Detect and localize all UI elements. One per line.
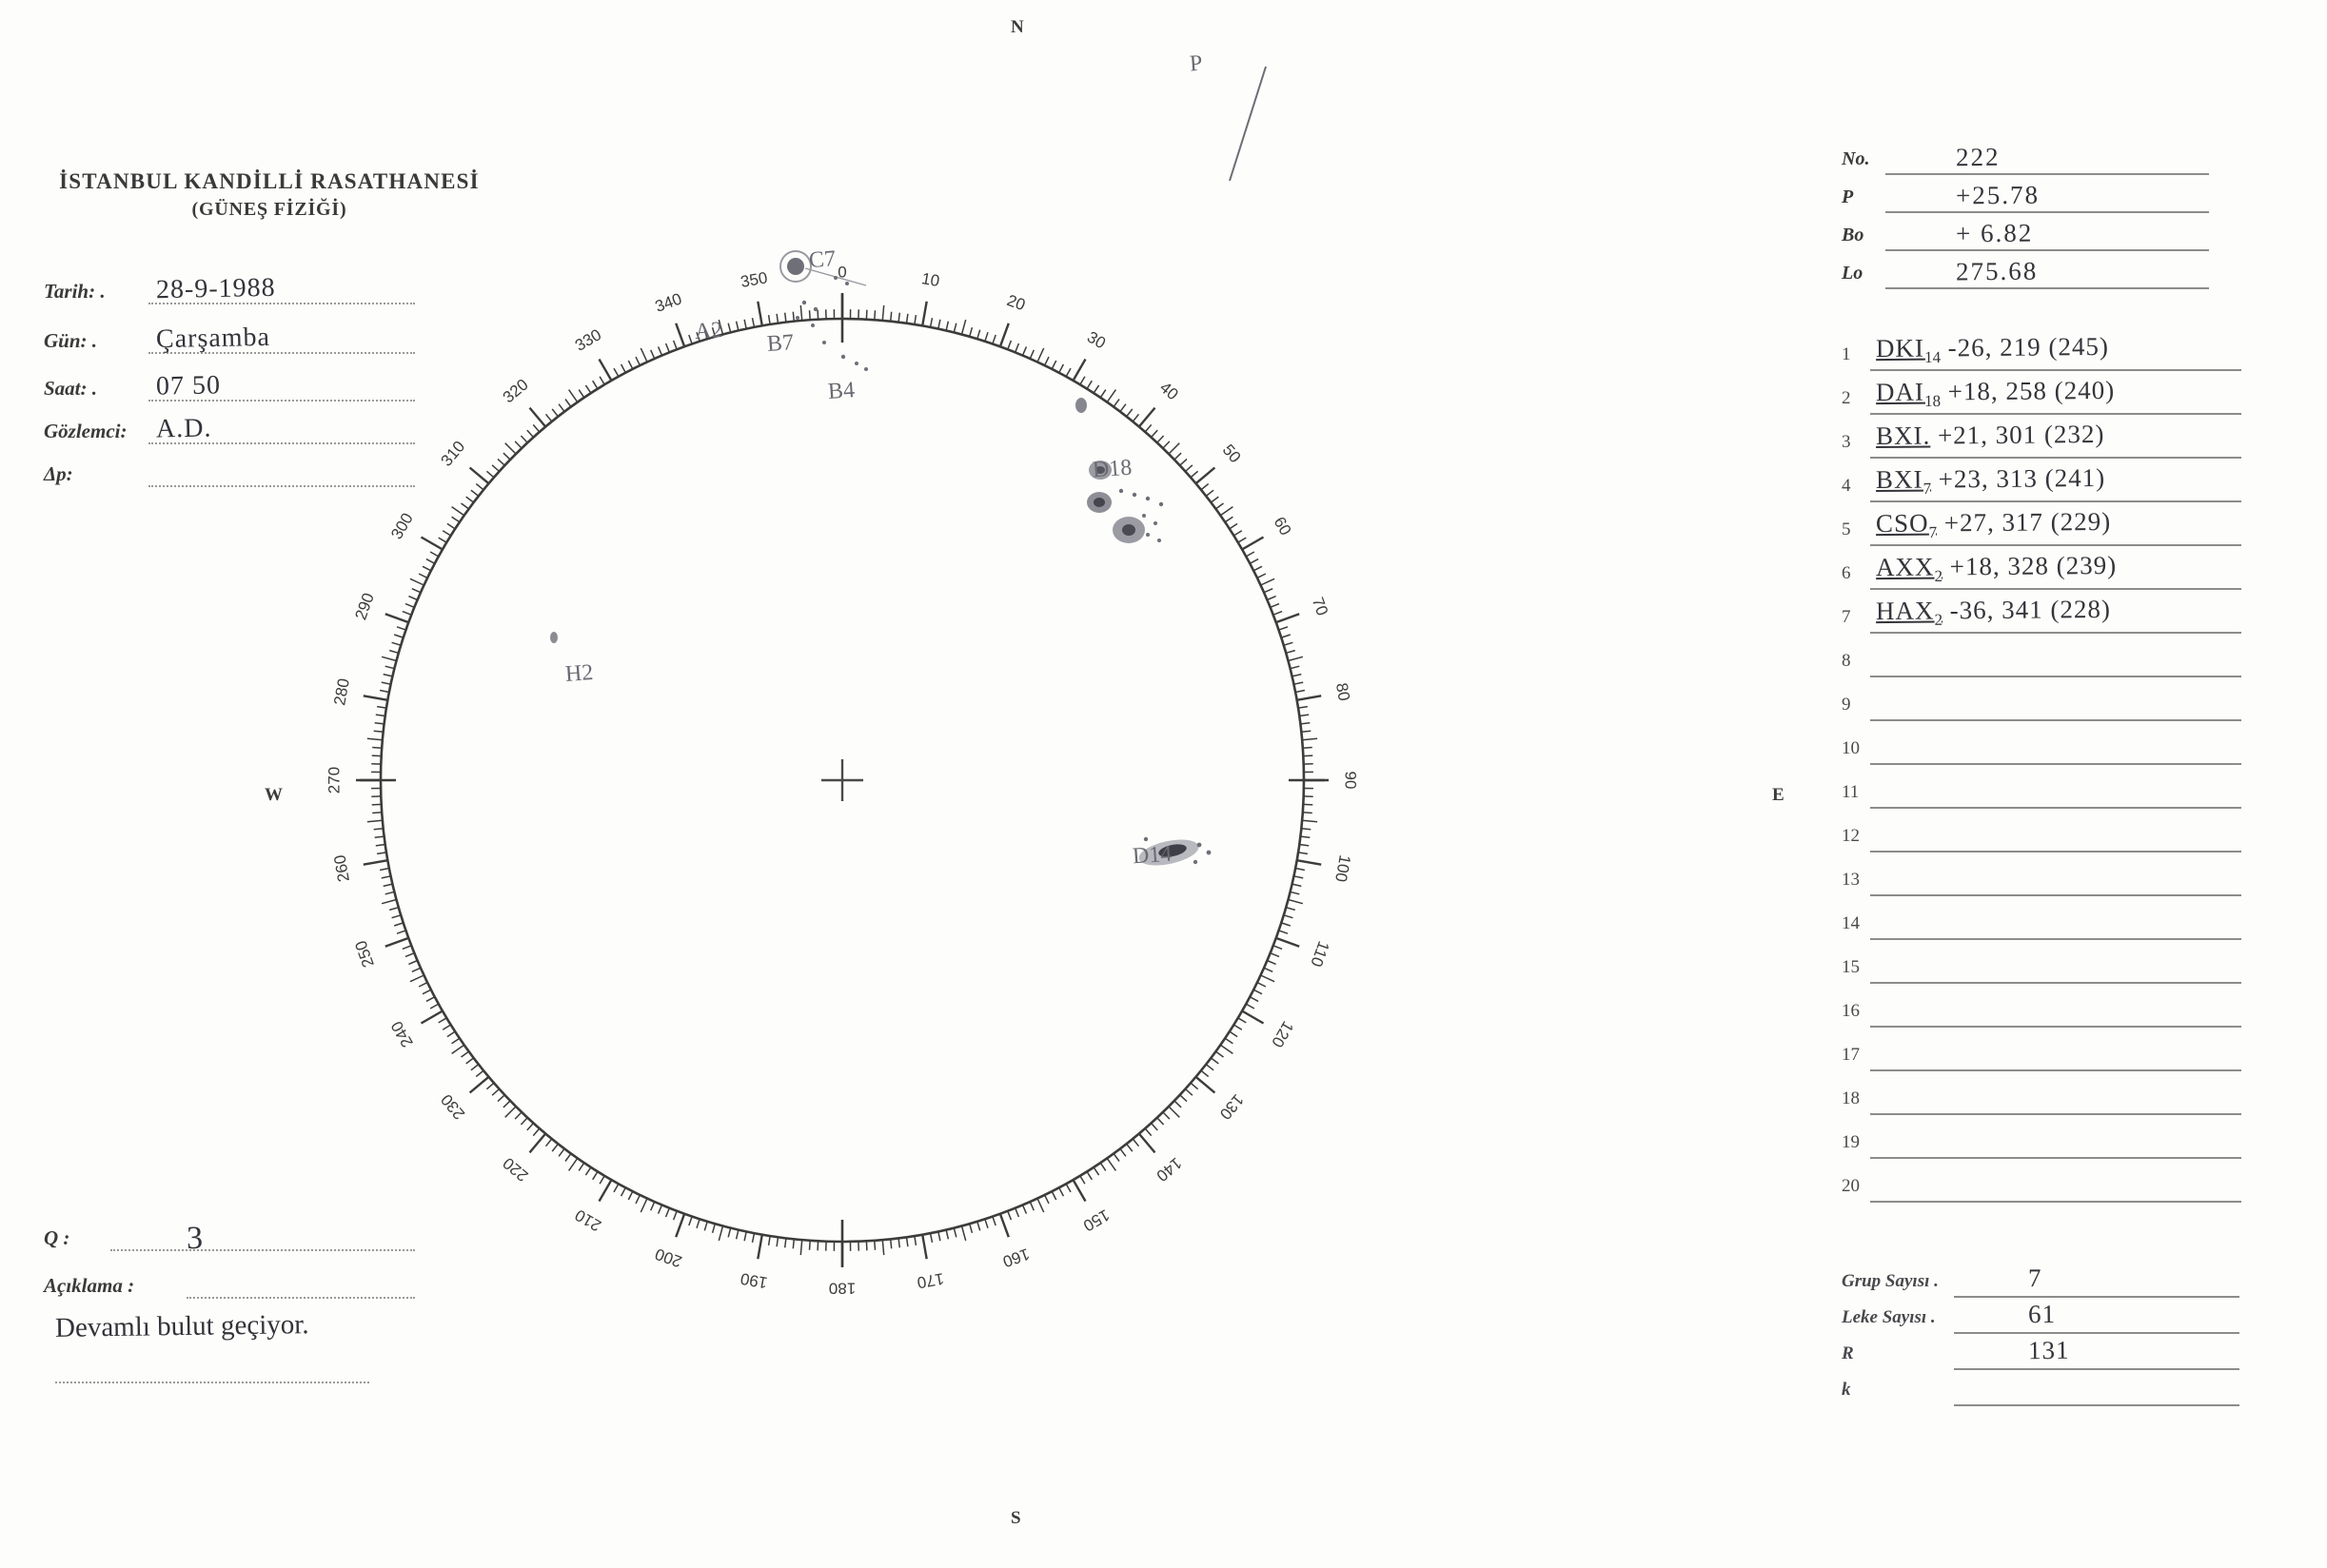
group-row [1842,1165,2241,1208]
group-row-rule [1870,851,2241,853]
svg-text:80: 80 [1331,681,1353,703]
svg-text:120: 120 [1268,1017,1297,1051]
header-value-p[interactable]: +25.78 [1955,180,2041,210]
group-row-number: 15 [1842,957,1860,977]
spot-label: D14 [1132,841,1173,870]
svg-text:250: 250 [351,938,378,970]
cardinal-west: W [265,785,283,805]
header-value-lo[interactable]: 275.68 [1955,256,2039,286]
svg-text:240: 240 [387,1017,417,1051]
header-label-bo: Bo [1842,225,1864,245]
totals-label-spot-count: Leke Sayısı . [1842,1307,1936,1327]
field-label-time: Saat: . [44,377,98,400]
group-row-number: 8 [1842,651,1851,671]
disk-center-cross [821,759,863,801]
totals-row-spot-count [1842,1299,2241,1340]
svg-text:290: 290 [351,590,378,622]
group-row-number: 12 [1842,826,1860,846]
totals-label-r: R [1842,1343,1854,1363]
group-row [1842,596,2241,639]
group-row [1842,464,2241,508]
group-row-rule [1870,938,2241,940]
sun-disk-chart [314,29,1371,1532]
svg-text:230: 230 [437,1090,469,1124]
svg-text:140: 140 [1153,1153,1186,1186]
group-row-entry[interactable]: $BXI_7 +23$, 313 (241) [1875,462,2106,499]
header-row-p [1842,180,2213,217]
group-row-number: 16 [1842,1001,1860,1021]
sunspot-group-h2 [550,632,558,643]
group-row-rule [1870,457,2241,459]
group-row-number: 10 [1842,738,1860,758]
group-row [1842,377,2241,421]
spot-label: H2 [564,660,595,687]
totals-row-k [1842,1374,2241,1412]
group-row [1842,771,2241,814]
group-row-rule [1870,1113,2241,1115]
group-row [1842,1033,2241,1077]
group-row-entry[interactable]: $HAX_2$ -36, 341 (228) [1875,594,2112,629]
group-row-rule [1870,369,2241,371]
header-value-bo[interactable]: + 6.82 [1955,218,2034,248]
field-label-day: Gün: . [44,329,98,352]
group-row-number: 5 [1842,519,1851,539]
header-label-p: P [1842,186,1854,207]
field-label-explanation: Açıklama : [44,1274,135,1297]
group-row-rule [1870,807,2241,809]
field-value-quality[interactable]: 3 [186,1220,205,1257]
group-row [1842,639,2241,683]
svg-text:40: 40 [1155,378,1182,404]
totals-value-spot-count[interactable]: 61 [2027,1299,2057,1329]
spot-label: D18 [1092,455,1134,483]
group-row-entry[interactable]: $DAI_{18} +18$, 258 (240) [1875,375,2116,411]
group-row-number: 4 [1842,476,1851,496]
svg-text:340: 340 [652,289,684,316]
group-row [1842,727,2241,771]
svg-text:90: 90 [1341,771,1360,790]
header-rule [1885,249,2209,251]
svg-text:200: 200 [652,1245,684,1271]
totals-rule [1954,1368,2239,1370]
right-panel [1832,0,2308,1568]
group-row [1842,1077,2241,1121]
svg-text:280: 280 [330,676,353,707]
totals-row-group-count [1842,1265,2241,1303]
field-value-day[interactable]: Çarşamba [155,322,271,355]
group-row-number: 17 [1842,1045,1860,1065]
cardinal-south: S [1011,1508,1021,1528]
svg-text:70: 70 [1308,595,1332,618]
group-row-rule [1870,894,2241,896]
group-row-number: 7 [1842,607,1851,627]
group-row-rule [1870,1157,2241,1159]
group-row-number: 9 [1842,695,1851,715]
totals-value-r[interactable]: 131 [2027,1335,2070,1365]
group-row-rule [1870,544,2241,546]
totals-value-group-count[interactable]: 7 [2027,1263,2042,1293]
group-row-number: 19 [1842,1132,1860,1152]
group-row-rule [1870,982,2241,984]
svg-text:170: 170 [916,1269,946,1292]
spot-label: P [1189,50,1204,77]
group-row-number: 18 [1842,1088,1860,1108]
svg-text:300: 300 [387,509,417,543]
field-label-observer: Gözlemci: [44,420,128,442]
header-row-no [1842,142,2213,179]
spot-label: C7 [808,246,837,273]
totals-rule [1954,1296,2239,1298]
svg-text:190: 190 [739,1269,769,1292]
observatory-department: (GÜNEŞ FİZİĞİ) [191,199,347,220]
group-row-rule [1870,1201,2241,1203]
group-row-number: 20 [1842,1176,1860,1196]
field-label-date: Tarih: . [44,280,106,303]
field-value-time[interactable]: 07 50 [155,370,222,402]
sun-disk-svg [314,29,1371,1532]
svg-text:150: 150 [1079,1205,1114,1235]
group-row [1842,683,2241,727]
group-row-number: 1 [1842,344,1851,364]
header-row-bo [1842,218,2213,255]
svg-text:30: 30 [1084,327,1109,353]
group-row-entry[interactable]: $DKI_{14}$ -26, 219 (245) [1875,331,2110,367]
group-row-number: 3 [1842,432,1851,452]
group-row-entry[interactable]: $CSO_7 +27$, 317 (229) [1875,506,2112,541]
field-label-quality: Q : [44,1226,70,1249]
explanation-note[interactable]: Devamlı bulut geçiyor. [54,1309,309,1343]
header-label-no: No. [1842,148,1870,169]
header-rule [1885,287,2209,289]
group-row [1842,333,2241,377]
totals-rule [1954,1332,2239,1334]
svg-text:220: 220 [499,1153,532,1186]
group-row-number: 6 [1842,563,1851,583]
group-row [1842,946,2241,990]
svg-text:20: 20 [1004,290,1028,315]
header-value-no[interactable]: 222 [1955,142,2001,172]
header-rule [1885,211,2209,213]
svg-text:330: 330 [571,325,605,355]
totals-label-group-count: Grup Sayısı . [1842,1271,1939,1291]
group-row [1842,902,2241,946]
header-rule [1885,173,2209,175]
totals-rule [1954,1404,2239,1406]
group-row [1842,990,2241,1033]
group-row-rule [1870,500,2241,502]
group-row [1842,814,2241,858]
svg-text:160: 160 [1000,1245,1033,1271]
group-row-rule [1870,1026,2241,1028]
group-row-entry[interactable]: $AXX_2 +18$, 328 (239) [1875,550,2118,585]
spot-label: B4 [827,378,856,404]
group-row-rule [1870,763,2241,765]
svg-text:60: 60 [1270,514,1295,539]
spot-label: A2 [694,318,724,344]
observatory-title: İSTANBUL KANDİLLİ RASATHANESİ [59,169,480,193]
svg-text:180: 180 [828,1279,857,1298]
cardinal-north: N [1011,17,1024,37]
group-row [1842,1121,2241,1165]
group-row-number: 13 [1842,870,1860,890]
header-label-lo: Lo [1842,263,1864,284]
svg-text:100: 100 [1331,853,1354,884]
group-row-rule [1870,588,2241,590]
svg-text:10: 10 [919,269,941,291]
group-row-number: 14 [1842,913,1860,933]
svg-text:320: 320 [499,375,532,407]
svg-text:0: 0 [838,263,847,282]
svg-text:270: 270 [325,766,344,794]
svg-text:110: 110 [1307,938,1333,970]
svg-text:350: 350 [739,268,769,291]
group-row [1842,508,2241,552]
group-row-rule [1870,676,2241,677]
group-row-entry[interactable]: BXI. +21, 301 (232) [1875,419,2105,451]
group-row-number: 11 [1842,782,1860,802]
group-row-rule [1870,413,2241,415]
field-label-delta-p: Δp: [44,462,73,485]
group-row-rule [1870,719,2241,721]
svg-text:260: 260 [330,853,353,884]
svg-text:50: 50 [1218,441,1245,467]
field-value-observer[interactable]: A.D. [155,413,212,444]
spot-label: B7 [766,330,795,357]
field-value-date[interactable]: 28-9-1988 [155,272,276,305]
totals-label-k: k [1842,1380,1851,1400]
header-row-lo [1842,256,2213,293]
svg-text:210: 210 [571,1205,605,1235]
group-row-rule [1870,632,2241,634]
cardinal-east: E [1772,785,1785,805]
group-row [1842,421,2241,464]
group-row [1842,552,2241,596]
group-row-rule [1870,1069,2241,1071]
svg-text:310: 310 [437,437,469,470]
group-row-number: 2 [1842,388,1851,408]
group-row [1842,858,2241,902]
svg-text:130: 130 [1215,1090,1248,1124]
totals-row-r [1842,1335,2241,1376]
p-angle-pointer [1230,67,1266,181]
